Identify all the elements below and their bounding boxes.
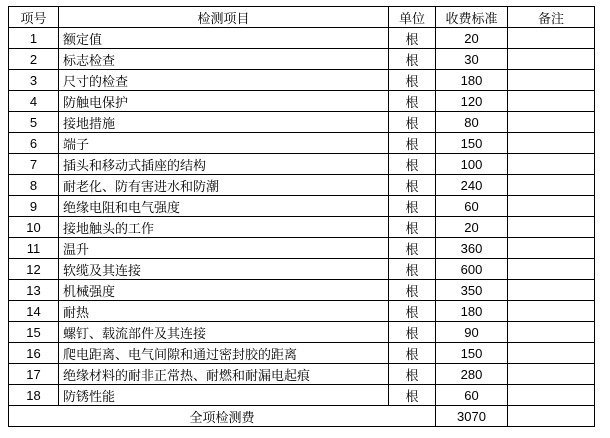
cell-note: [508, 280, 595, 301]
cell-item: 尺寸的检查: [59, 70, 389, 91]
cell-unit: 根: [389, 259, 436, 280]
cell-item: 插头和移动式插座的结构: [59, 154, 389, 175]
cell-item: 额定值: [59, 28, 389, 49]
cell-item: 端子: [59, 133, 389, 154]
cell-fee: 350: [436, 280, 508, 301]
table-body: [9, 28, 595, 406]
cell-no: 12: [9, 259, 59, 280]
header-item: 检测项目: [59, 7, 389, 28]
total-label: 全项检测费: [9, 406, 436, 427]
total-fee: 3070: [436, 406, 508, 427]
cell-note: [508, 364, 595, 385]
cell-no: 6: [9, 133, 59, 154]
cell-item: 软缆及其连接: [59, 259, 389, 280]
cell-no: 10: [9, 217, 59, 238]
cell-no: 15: [9, 322, 59, 343]
cell-unit: 根: [389, 112, 436, 133]
cell-note: [508, 259, 595, 280]
fee-table: [8, 6, 595, 427]
table-row: [9, 259, 595, 280]
cell-no: 16: [9, 343, 59, 364]
cell-no: 18: [9, 385, 59, 406]
cell-item: 耐老化、防有害进水和防潮: [59, 175, 389, 196]
cell-item: 耐热: [59, 301, 389, 322]
cell-no: 14: [9, 301, 59, 322]
cell-no: 17: [9, 364, 59, 385]
cell-unit: 根: [389, 133, 436, 154]
cell-item: 温升: [59, 238, 389, 259]
cell-item: 标志检查: [59, 49, 389, 70]
table-row: [9, 217, 595, 238]
cell-no: 3: [9, 70, 59, 91]
cell-unit: 根: [389, 28, 436, 49]
cell-note: [508, 91, 595, 112]
table-row: [9, 91, 595, 112]
table-header: [9, 7, 595, 28]
cell-no: 5: [9, 112, 59, 133]
header-row: [9, 7, 595, 28]
cell-unit: 根: [389, 322, 436, 343]
table-row: [9, 154, 595, 175]
table-row: [9, 70, 595, 91]
cell-fee: 60: [436, 196, 508, 217]
cell-no: 8: [9, 175, 59, 196]
header-no: 项号: [9, 7, 59, 28]
cell-fee: 600: [436, 259, 508, 280]
cell-item: 爬电距离、电气间隙和通过密封胶的距离: [59, 343, 389, 364]
cell-note: [508, 49, 595, 70]
header-note: 备注: [508, 7, 595, 28]
table-row: [9, 28, 595, 49]
cell-note: [508, 301, 595, 322]
cell-item: 接地触头的工作: [59, 217, 389, 238]
cell-unit: 根: [389, 49, 436, 70]
cell-fee: 20: [436, 217, 508, 238]
table-row: [9, 49, 595, 70]
total-note: [508, 406, 595, 427]
cell-fee: 280: [436, 364, 508, 385]
cell-no: 1: [9, 28, 59, 49]
cell-note: [508, 238, 595, 259]
cell-unit: 根: [389, 70, 436, 91]
header-unit: 单位: [389, 7, 436, 28]
cell-unit: 根: [389, 385, 436, 406]
cell-item: 机械强度: [59, 280, 389, 301]
table-row: [9, 133, 595, 154]
cell-note: [508, 70, 595, 91]
cell-note: [508, 196, 595, 217]
table-row: [9, 112, 595, 133]
cell-note: [508, 322, 595, 343]
total-row: [9, 406, 595, 427]
cell-unit: 根: [389, 343, 436, 364]
cell-fee: 180: [436, 70, 508, 91]
cell-fee: 240: [436, 175, 508, 196]
cell-no: 11: [9, 238, 59, 259]
cell-unit: 根: [389, 196, 436, 217]
table-row: [9, 196, 595, 217]
cell-unit: 根: [389, 217, 436, 238]
cell-no: 7: [9, 154, 59, 175]
table-row: [9, 385, 595, 406]
cell-note: [508, 133, 595, 154]
cell-no: 2: [9, 49, 59, 70]
table-row: [9, 301, 595, 322]
cell-item: 防触电保护: [59, 91, 389, 112]
cell-fee: 150: [436, 343, 508, 364]
cell-note: [508, 112, 595, 133]
cell-unit: 根: [389, 301, 436, 322]
cell-note: [508, 28, 595, 49]
cell-item: 绝缘材料的耐非正常热、耐燃和耐漏电起痕: [59, 364, 389, 385]
cell-no: 4: [9, 91, 59, 112]
cell-unit: 根: [389, 280, 436, 301]
table-row: [9, 175, 595, 196]
cell-item: 绝缘电阻和电气强度: [59, 196, 389, 217]
cell-note: [508, 343, 595, 364]
table-row: [9, 238, 595, 259]
cell-item: 防锈性能: [59, 385, 389, 406]
cell-note: [508, 175, 595, 196]
cell-item: 接地措施: [59, 112, 389, 133]
table-row: [9, 280, 595, 301]
header-fee: 收费标准: [436, 7, 508, 28]
table-row: [9, 364, 595, 385]
cell-unit: 根: [389, 238, 436, 259]
cell-fee: 360: [436, 238, 508, 259]
table-row: [9, 322, 595, 343]
cell-fee: 120: [436, 91, 508, 112]
cell-fee: 150: [436, 133, 508, 154]
cell-fee: 180: [436, 301, 508, 322]
cell-note: [508, 154, 595, 175]
cell-no: 13: [9, 280, 59, 301]
cell-fee: 20: [436, 28, 508, 49]
cell-unit: 根: [389, 175, 436, 196]
cell-fee: 90: [436, 322, 508, 343]
table-row: [9, 343, 595, 364]
cell-item: 螺钉、载流部件及其连接: [59, 322, 389, 343]
cell-fee: 60: [436, 385, 508, 406]
table-footer: [9, 406, 595, 427]
cell-unit: 根: [389, 364, 436, 385]
cell-note: [508, 217, 595, 238]
cell-fee: 100: [436, 154, 508, 175]
cell-unit: 根: [389, 154, 436, 175]
cell-no: 9: [9, 196, 59, 217]
cell-fee: 30: [436, 49, 508, 70]
cell-fee: 80: [436, 112, 508, 133]
cell-unit: 根: [389, 91, 436, 112]
cell-note: [508, 385, 595, 406]
